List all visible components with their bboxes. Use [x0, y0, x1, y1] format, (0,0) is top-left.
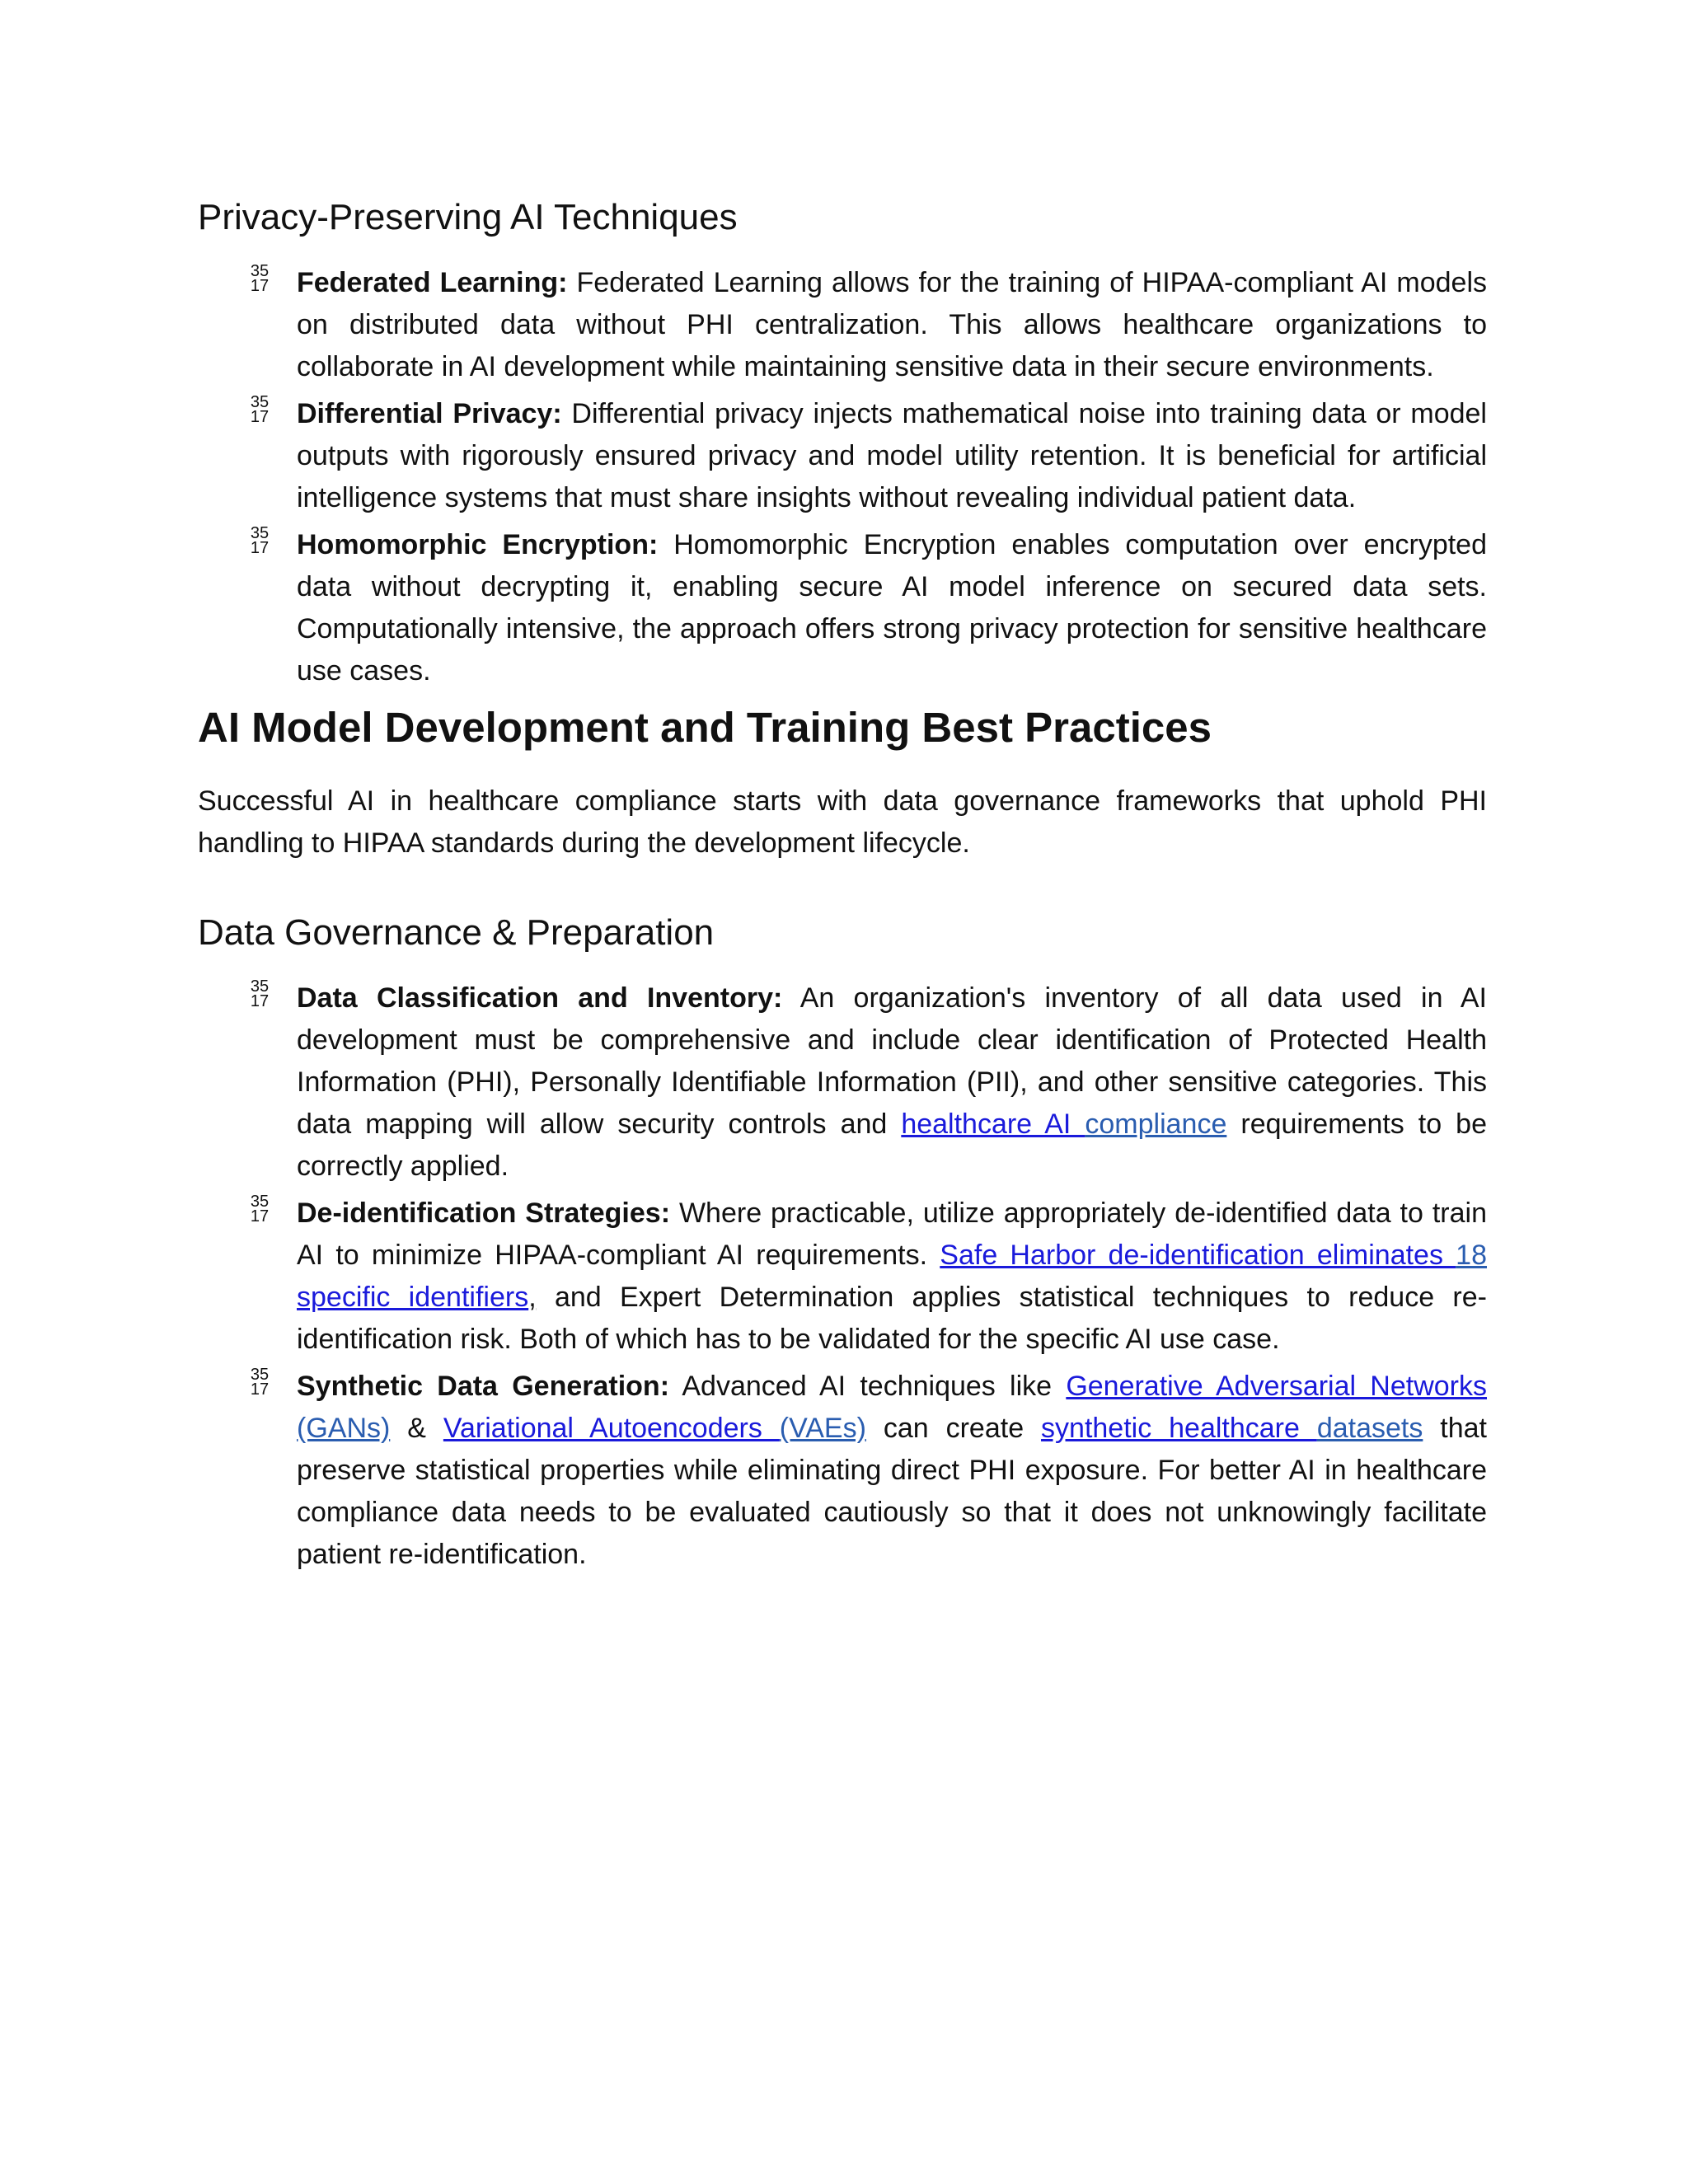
item-text: can create: [865, 1413, 1042, 1444]
footnote-marker: 35 17: [250, 524, 270, 557]
link-specific-identifiers[interactable]: specific identifiers: [297, 1282, 529, 1313]
term-label: Federated Learning:: [297, 267, 568, 298]
footnote-marker: 35 17: [250, 1366, 270, 1399]
term-label: Data Classification and Inventory:: [297, 982, 783, 1014]
item-text: requirements to be correctly applied.: [297, 1108, 1487, 1182]
list-item-homomorphic-encryption: [198, 524, 1487, 692]
link-vae-abbrev[interactable]: (VAEs): [779, 1413, 866, 1444]
link-datasets[interactable]: datasets: [1316, 1413, 1423, 1444]
list-item-de-identification: [198, 1193, 1487, 1361]
section-heading-model-development: AI Model Development and Training Best Practices: [198, 704, 1212, 751]
list-item-data-classification: [198, 977, 1487, 1188]
item-text: Where practicable, utilize appropriately de-identified data to train AI to minimize HIPAA-compliant AI requirements.: [297, 1197, 1487, 1271]
term-label: De-identification Strategies:: [297, 1197, 671, 1229]
term-label: Synthetic Data Generation:: [297, 1371, 670, 1402]
link-safe-harbor-number[interactable]: 18: [1456, 1240, 1487, 1271]
term-label: Homomorphic Encryption:: [297, 529, 659, 560]
item-text: Advanced AI techniques like: [669, 1371, 1067, 1402]
intro-paragraph: Successful AI in healthcare compliance starts with data governance frameworks that uphold PHI handling to HIPAA standards during the development lifecycle.: [198, 785, 1487, 859]
item-text: Federated Learning allows for the training of HIPAA-compliant AI models on distributed data without PHI centralization. This allows healthcare organizations to collaborate in AI development while maintaining sensitive data in their secure environments.: [297, 267, 1487, 382]
link-compliance[interactable]: compliance: [1085, 1108, 1227, 1140]
list-item-differential-privacy: [198, 393, 1487, 519]
link-synthetic-healthcare[interactable]: synthetic healthcare: [1041, 1413, 1317, 1444]
term-label: Differential Privacy:: [297, 398, 562, 429]
item-text: Differential privacy injects mathematical noise into training data or model outputs with rigorously ensured privacy and model utility retention. It is beneficial for artificial intelligence systems that must share insights without revealing individual patient data.: [297, 398, 1487, 513]
item-text: An organization's inventory of all data used in AI development must be comprehensive and include clear identification of Protected Health Information (PHI), Personally Identifiable Information (PII), and other sensitive categories. This data mapping will allow security controls and: [297, 982, 1487, 1140]
link-gan[interactable]: Generative Adversarial Networks: [1066, 1371, 1487, 1402]
link-vae[interactable]: Variational Autoencoders: [443, 1413, 780, 1444]
data-governance-list: [198, 977, 1487, 1581]
item-text: and Expert Determination applies statistical techniques to reduce re-identification risk. Both of which has to be validated for the specific AI use case.: [297, 1282, 1487, 1355]
item-text: &: [390, 1413, 443, 1444]
footnote-marker: 35 17: [250, 977, 270, 1010]
list-item-synthetic-data: [198, 1366, 1487, 1576]
section-heading-privacy-techniques: Privacy-Preserving AI Techniques: [198, 197, 738, 237]
footnote-marker: 35 17: [250, 1193, 270, 1226]
privacy-techniques-list: [198, 262, 1487, 697]
link-comma[interactable]: ,: [528, 1282, 537, 1313]
footnote-marker: 35 17: [250, 262, 270, 295]
link-safe-harbor[interactable]: Safe Harbor de-identification eliminates: [940, 1240, 1456, 1271]
list-item-federated-learning: [198, 262, 1487, 388]
item-text: Homomorphic Encryption enables computation over encrypted data without decrypting it, enabling secure AI model inference on secured data sets. Computationally intensive, the approach offers strong privacy protection for sensitive healthcare use cases.: [297, 529, 1487, 687]
footnote-marker: 35 17: [250, 393, 270, 426]
item-text: that preserve statistical properties while eliminating direct PHI exposure. For better AI in healthcare compliance data needs to be evaluated cautiously so that it does not unknowingly facilitate patient re-identification.: [297, 1413, 1487, 1570]
section-heading-data-governance: Data Governance & Preparation: [198, 912, 715, 953]
link-gan-abbrev[interactable]: (GANs): [297, 1413, 391, 1444]
link-healthcare-ai[interactable]: healthcare AI: [901, 1108, 1085, 1140]
